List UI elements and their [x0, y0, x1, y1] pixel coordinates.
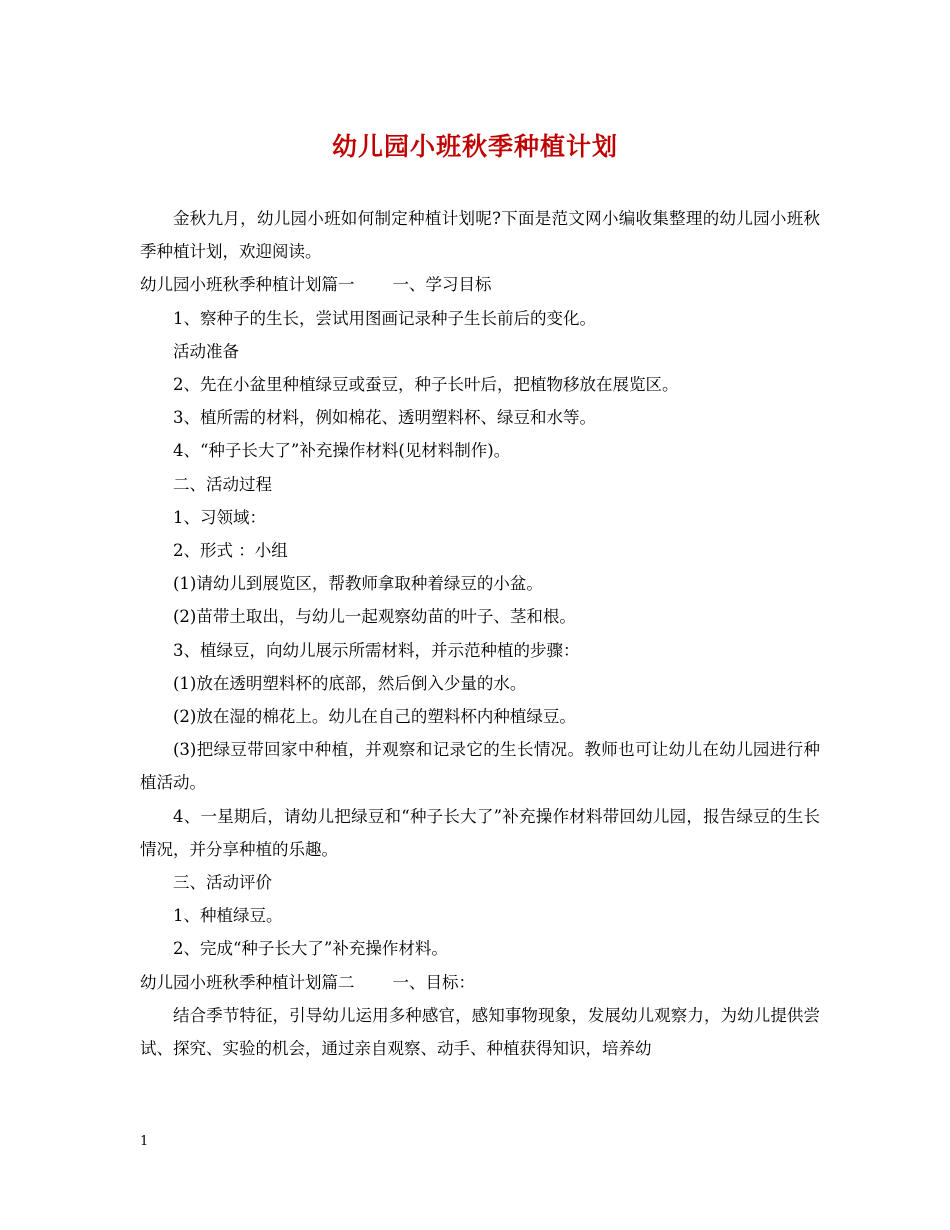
paragraph: [140, 966, 820, 999]
paragraph: 三、活动评价: [173, 873, 272, 893]
paragraph-text: 一、目标：: [392, 972, 475, 992]
paragraph-text: 一、学习目标: [392, 275, 492, 295]
paragraph: 2、先在小盆里种植绿豆或蚕豆，种子长叶后，把植物移放在展览区。: [173, 375, 679, 395]
paragraph: (2)放在湿的棉花上。幼儿在自己的塑料杯内种植绿豆。: [173, 707, 576, 727]
document-title: 幼儿园小班秋季种植计划: [331, 132, 618, 161]
section-heading: 幼儿园小班秋季种植计划篇二: [140, 972, 355, 992]
paragraph: 3、植绿豆，向幼儿展示所需材料，并示范种植的步骤：: [173, 640, 580, 660]
paragraph: 4、一星期后，请幼儿把绿豆和“种子长大了”补充操作材料带回幼儿园，报告绿豆的生长情况，并分享种植的乐趣。: [140, 806, 820, 859]
paragraph: 结合季节特征，引导幼儿运用多种感官，感知事物现象，发展幼儿观察力，为幼儿提供尝试、探究、实验的机会，通过亲自观察、动手、种植获得知识，培养幼: [140, 1005, 820, 1059]
paragraph: 1、习领域：: [173, 507, 266, 527]
paragraph: (1)请幼儿到展览区，帮教师拿取种着绿豆的小盆。: [173, 574, 543, 594]
paragraph: [140, 268, 820, 301]
paragraph: 2、形式 ：小组: [173, 541, 288, 561]
paragraph: (1)放在透明塑料杯的底部，然后倒入少量的水。: [173, 673, 527, 693]
paragraph: (2)苗带土取出，与幼儿一起观察幼苗的叶子、茎和根。: [173, 607, 576, 627]
page-number: 1: [140, 1134, 149, 1149]
paragraph: 二、活动过程: [173, 474, 272, 494]
paragraph: 3、植所需的材料，例如棉花、透明塑料杯、绿豆和水等。: [173, 408, 596, 428]
paragraph: 1、种植绿豆。: [173, 906, 283, 926]
paragraph: 金秋九月，幼儿园小班如何制定种植计划呢?下面是范文网小编收集整理的幼儿园小班秋季种植计划，欢迎阅读。: [140, 209, 820, 262]
paragraph: 4、“种子长大了”补充操作材料(见材料制作)。: [173, 441, 511, 461]
paragraph: 1、察种子的生长，尝试用图画记录种子生长前后的变化。: [173, 308, 596, 328]
paragraph: (3)把绿豆带回家中种植，并观察和记录它的生长情况。教师也可让幼儿在幼儿园进行种植活动。: [140, 740, 820, 793]
paragraph: 2、完成“种子长大了”补充操作材料。: [173, 939, 448, 959]
section-heading: 幼儿园小班秋季种植计划篇一: [140, 275, 355, 295]
document-body: [140, 202, 820, 1065]
paragraph: 活动准备: [173, 341, 239, 361]
